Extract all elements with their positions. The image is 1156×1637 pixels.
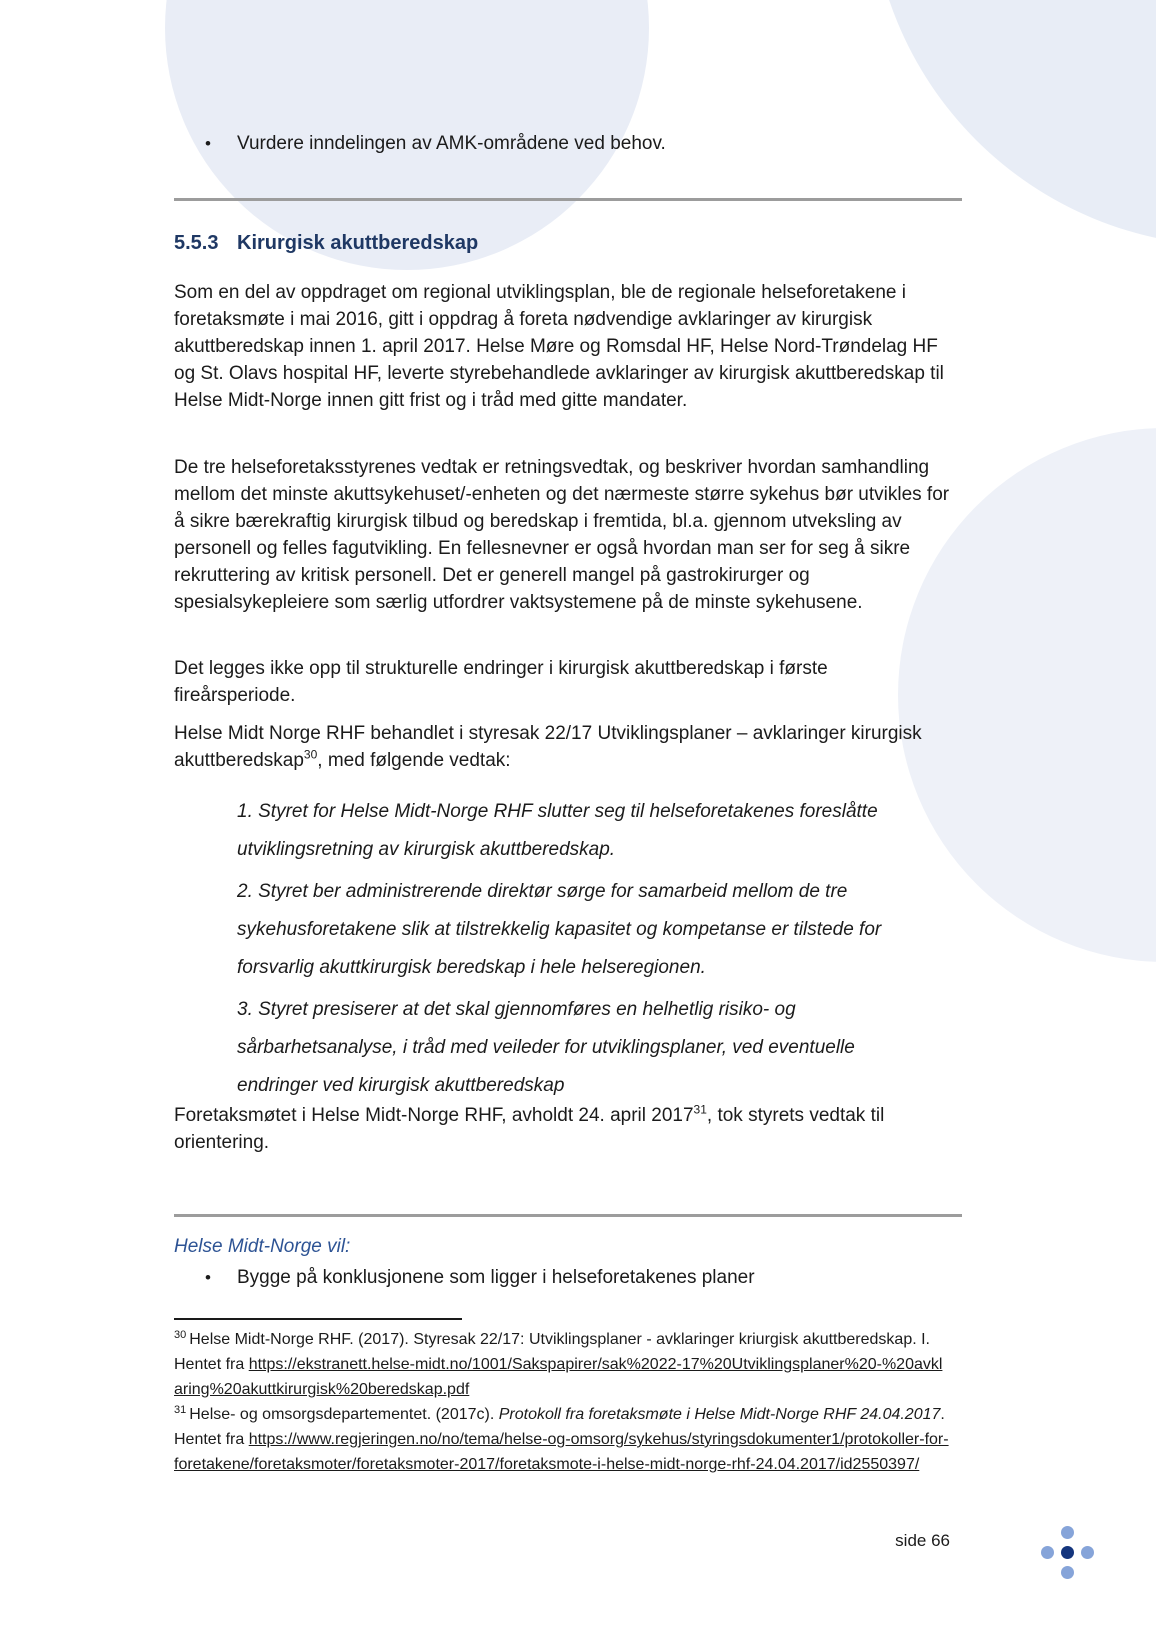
- paragraph-strukturelle: Det legges ikke opp til strukturelle endringer i kirurgisk akuttberedskap i første fireårsperiode.: [174, 658, 828, 706]
- footnote-31-link[interactable]: https://www.regjeringen.no/no/tema/helse-og-omsorg/sykehus/styringsdokumenter1/protokoller-for-foretakene/foretaksmoter/foretaksmoter-2017/foretaksmote-i-helse-midt-norge-rhf-24.04.2017/id2550397/: [174, 1431, 949, 1473]
- intro-bullet-item: [174, 130, 950, 157]
- bullet-icon: •: [205, 134, 211, 153]
- footnote-ref-30: 30: [303, 747, 318, 762]
- footnote-31-marker: 31: [174, 1403, 187, 1416]
- footnote-31-tail: . Hentet fra: [174, 1406, 945, 1448]
- section-divider-top: [174, 198, 962, 201]
- section-divider-bottom: [174, 1214, 962, 1217]
- paragraph-styresak: [174, 720, 950, 774]
- paragraph-foretaksmote: [174, 1102, 950, 1156]
- section-title: Kirurgisk akuttberedskap: [237, 232, 479, 254]
- footnote-30-link[interactable]: https://ekstranett.helse-midt.no/1001/Sakspapirer/sak%2022-17%20Utviklingsplaner%20-%20avklaring%20akuttkirurgisk%20beredskap.pdf: [174, 1356, 943, 1398]
- board-decision-2: 2. Styret ber administrerende direktør sørge for samarbeid mellom de tre sykehusforetakene slik at tilstrekkelig kapasitet og kompetanse er tilstede for forsvarlig akuttkirurgisk beredskap i hele helseregionen.: [237, 881, 882, 978]
- decorative-circle-top-right: [870, 0, 1156, 246]
- footnote-section: [174, 1327, 950, 1477]
- section-number: 5.5.3: [174, 232, 219, 254]
- footnote-30: [174, 1327, 950, 1402]
- paragraph-styresak-tail: , med følgende vedtak:: [317, 750, 511, 771]
- footnote-31-text: Helse- og omsorgsdepartementet. (2017c).: [189, 1406, 499, 1423]
- logo-dot-right: [1081, 1546, 1094, 1559]
- paragraph-styresak-text: Helse Midt Norge RHF behandlet i styresak 22/17 Utviklingsplaner – avklaringer kirurgisk akuttberedskap: [174, 723, 922, 771]
- paragraph-oppdrag: Som en del av oppdraget om regional utviklingsplan, ble de regionale helseforetakene i foretaksmøte i mai 2016, gitt i oppdrag å foreta nødvendige avklaringer av kirurgisk akuttberedskap innen 1. april 2017. Helse Møre og Romsdal HF, Helse Nord-Trøndelag HF og St. Olavs hospital HF, leverte styrebehandlede avklaringer av kirurgisk akuttberedskap til Helse Midt-Norge innen gitt frist og i tråd med gitte mandater.: [174, 282, 944, 411]
- lead-bullet-item: [174, 1264, 950, 1291]
- footnote-31-title: Protokoll fra foretaksmøte i Helse Midt-Norge RHF 24.04.2017: [498, 1406, 941, 1423]
- intro-bullet-text: Vurdere inndelingen av AMK-områdene ved behov.: [237, 133, 666, 154]
- logo-dot-left: [1041, 1546, 1054, 1559]
- footnote-30-marker: 30: [174, 1328, 187, 1341]
- footnote-30-text: Helse Midt-Norge RHF. (2017). Styresak 22/17: Utviklingsplaner - avklaringer kriurgisk akuttberedskap. I. Hentet fra: [174, 1331, 930, 1373]
- paragraph-foretaksmote-tail: , tok styrets vedtak til orientering.: [174, 1105, 885, 1153]
- paragraph-vedtak: De tre helseforetaksstyrenes vedtak er retningsvedtak, og beskriver hvordan samhandling mellom det minste akuttsykehuset/-enheten og det nærmeste større sykehus bør utvikles for å sikre bærekraftig kirurgisk tilbud og beredskap i fremtida, bl.a. gjennom utveksling av personell og felles fagutvikling. En fellesnevner er også hvordan man ser for seg å sikre rekruttering av kritisk personell. Det er generell mangel på gastrokirurger og spesialsykepleiere som særlig utfordrer vaktsystemene på de minste sykehusene.: [174, 457, 950, 613]
- lead-bullet-text: Bygge på konklusjonene som ligger i helseforetakenes planer: [237, 1267, 755, 1288]
- section-heading: [174, 230, 962, 256]
- helse-midt-norge-logo: [1041, 1526, 1094, 1579]
- board-decision-list: [237, 793, 937, 1109]
- bullet-icon: •: [205, 1268, 211, 1287]
- footnote-separator: [174, 1318, 462, 1320]
- footnote-ref-31: 31: [693, 1102, 707, 1117]
- paragraph-foretaksmote-text: Foretaksmøtet i Helse Midt-Norge RHF, avholdt 24. april 2017: [174, 1105, 694, 1126]
- logo-dot-bottom: [1061, 1566, 1074, 1579]
- board-decision-1: 1. Styret for Helse Midt-Norge RHF slutter seg til helseforetakenes foreslåtte utviklingsretning av kirurgisk akuttberedskap.: [237, 801, 878, 860]
- logo-dot-center: [1061, 1546, 1074, 1559]
- page-number: side 66: [895, 1531, 950, 1550]
- lead-in-heading: Helse Midt-Norge vil:: [174, 1236, 351, 1257]
- footnote-31: [174, 1402, 950, 1477]
- board-decision-3: 3. Styret presiserer at det skal gjennomføres en helhetlig risiko- og sårbarhetsanalyse, i tråd med veileder for utviklingsplaner, ved eventuelle endringer ved kirurgisk akuttberedskap: [237, 999, 855, 1096]
- logo-dot-top: [1061, 1526, 1074, 1539]
